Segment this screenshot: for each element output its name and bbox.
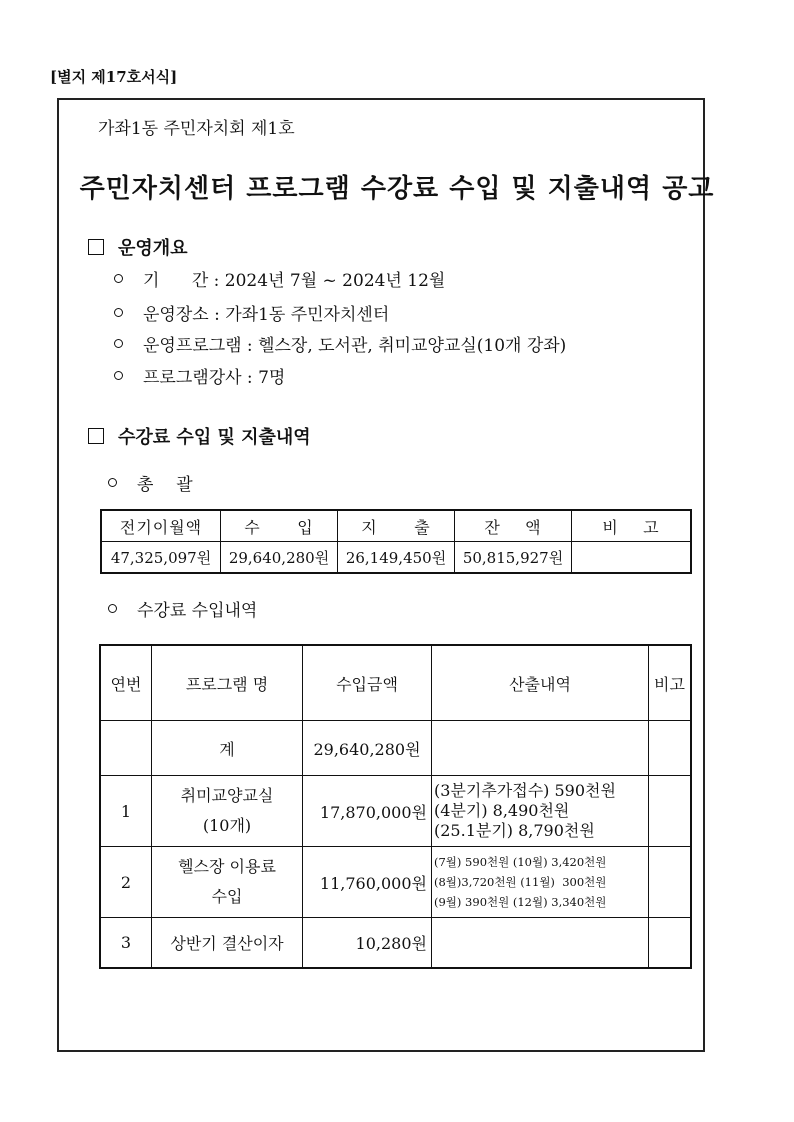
total-amount: 29,640,280원: [303, 721, 432, 776]
overview-item: [114, 300, 389, 325]
overview-programs: 운영프로그램 : 헬스장, 도서관, 취미교양교실(10개 강좌): [143, 336, 567, 356]
row-amount: 11,760,000원: [303, 847, 432, 918]
row-detail: (7월) 590천원 (10월) 3,420천원 (8월)3,720천원 (11월) 300천원 (9월) 390천원 (12월) 3,340천원: [432, 847, 649, 918]
summary-header-row: [101, 510, 691, 542]
overview-place: 운영장소 : 가좌1동 주민자치센터: [143, 305, 390, 325]
income-header-cell: 연번: [100, 645, 152, 721]
income-total-row: [100, 721, 691, 776]
summary-table: [100, 509, 692, 574]
document-title: 주민자치센터 프로그램 수강료 수입 및 지출내역 공고: [79, 174, 715, 204]
row-detail: (3분기추가접수) 590천원 (4분기) 8,490천원 (25.1분기) 8,790천원: [432, 776, 649, 847]
row-detail: [432, 918, 649, 968]
total-no: [100, 721, 152, 776]
row-no: 1: [100, 776, 152, 847]
summary-header-cell: 전기이월액: [101, 510, 221, 542]
summary-income: 29,640,280원: [221, 542, 338, 574]
square-bullet-icon: [88, 428, 104, 444]
section-finance: [88, 423, 311, 449]
income-header-cell: 비고: [649, 645, 692, 721]
row-remarks: [649, 918, 692, 968]
total-label: 계: [152, 721, 303, 776]
circle-bullet-icon: [108, 604, 117, 613]
total-remarks: [649, 721, 692, 776]
summary-header-cell: 비 고: [572, 510, 692, 542]
row-remarks: [649, 847, 692, 918]
summary-subhead: [108, 470, 197, 495]
income-label: 수강료 수입내역: [137, 601, 258, 621]
income-header-cell: 산출내역: [432, 645, 649, 721]
summary-carryover: 47,325,097원: [101, 542, 221, 574]
total-detail: [432, 721, 649, 776]
circle-bullet-icon: [114, 339, 123, 348]
income-row: [100, 776, 691, 847]
circle-bullet-icon: [114, 274, 123, 283]
summary-header-cell: 수 입: [221, 510, 338, 542]
income-header-cell: 수입금액: [303, 645, 432, 721]
row-amount: 17,870,000원: [303, 776, 432, 847]
row-no: 2: [100, 847, 152, 918]
row-program: 취미교양교실 (10개): [152, 776, 303, 847]
income-subhead: [108, 596, 257, 621]
row-program: 헬스장 이용료 수입: [152, 847, 303, 918]
overview-item: [114, 331, 566, 356]
row-remarks: [649, 776, 692, 847]
overview-instructors: 프로그램강사 : 7명: [143, 368, 286, 388]
income-header-row: [100, 645, 691, 721]
summary-header-cell: 잔 액: [455, 510, 572, 542]
overview-period: 기 간 : 2024년 7월 ~ 2024년 12월: [143, 271, 446, 291]
summary-remarks: [572, 542, 692, 574]
form-number-label: [별지 제17호서식]: [50, 68, 178, 86]
row-no: 3: [100, 918, 152, 968]
row-program: 상반기 결산이자: [152, 918, 303, 968]
income-row: [100, 918, 691, 968]
circle-bullet-icon: [114, 308, 123, 317]
row-amount: 10,280원: [303, 918, 432, 968]
income-table: [99, 644, 692, 969]
overview-item: [114, 266, 445, 291]
summary-expense: 26,149,450원: [338, 542, 455, 574]
summary-value-row: [101, 542, 691, 574]
income-row: [100, 847, 691, 918]
overview-item: [114, 363, 285, 388]
income-header-cell: 프로그램 명: [152, 645, 303, 721]
summary-label: 총 괄: [137, 475, 197, 495]
issue-number: 가좌1동 주민자치회 제1호: [98, 119, 295, 139]
summary-balance: 50,815,927원: [455, 542, 572, 574]
square-bullet-icon: [88, 239, 104, 255]
section-overview: [88, 234, 188, 260]
circle-bullet-icon: [114, 371, 123, 380]
summary-header-cell: 지 출: [338, 510, 455, 542]
section-overview-heading: 운영개요: [118, 238, 188, 259]
circle-bullet-icon: [108, 478, 117, 487]
section-finance-heading: 수강료 수입 및 지출내역: [118, 427, 311, 448]
